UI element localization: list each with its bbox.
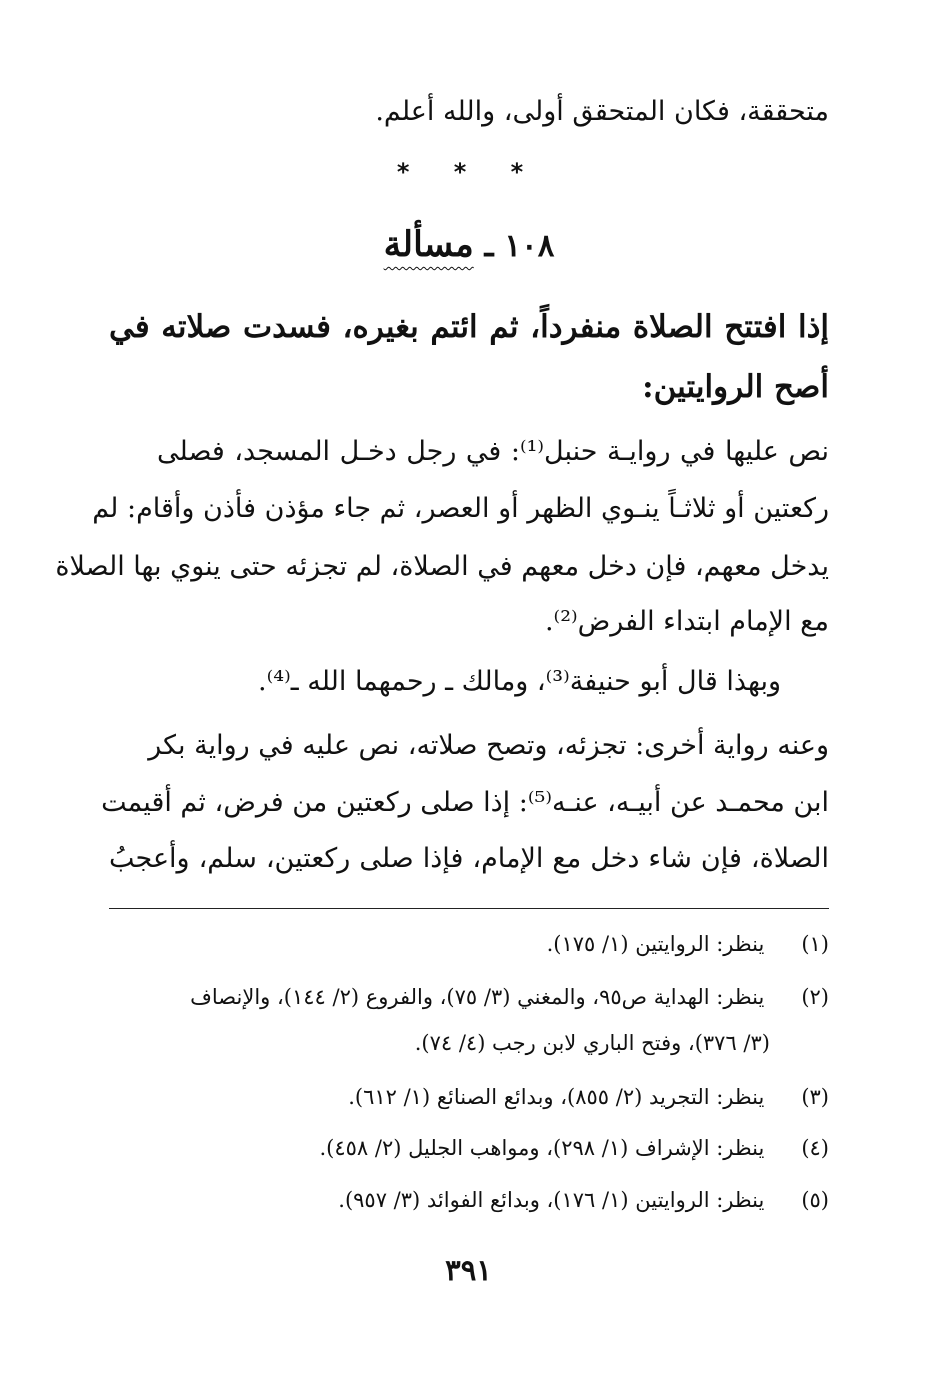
footnote-4 bbox=[109, 1128, 829, 1168]
body-text-line: يدخل معهم، فإن دخل معهم في الصلاة، لم تجزئه حتى ينوي بها الصلاة bbox=[55, 551, 829, 582]
footnote-text: ينظر: التجريد (٢/ ٨٥٥)، وبدائع الصنائع (١/ ٦١٢). bbox=[348, 1085, 765, 1109]
body-text-line: ابن محمـد عن أبيـه، عنـه⁽⁵⁾: إذا صلى ركعتين من فرض، ثم أقيمت bbox=[101, 787, 829, 818]
footnote-rule bbox=[109, 908, 829, 909]
footnote-number: (٢) bbox=[801, 985, 829, 1009]
question-line: أصح الروايتين: bbox=[642, 369, 829, 405]
footnote-text: ينظر: الهداية ص٩٥، والمغني (٣/ ٧٥)، والفروع (٢/ ١٤٤)، والإنصاف bbox=[190, 985, 765, 1009]
page-number: ٣٩١ bbox=[445, 1253, 492, 1287]
footnote-2-continuation: (٣/ ٣٧٦)، وفتح الباري لابن رجب (٤/ ٧٤). bbox=[414, 1031, 770, 1055]
body-text-line: مع الإمام ابتداء الفرض⁽²⁾. bbox=[544, 606, 829, 637]
footnote-text: ينظر: الروايتين (١/ ١٧٥). bbox=[546, 932, 765, 956]
continued-text-line: متحققة، فكان المتحقق أولى، والله أعلم. bbox=[375, 96, 829, 127]
body-text-line: وعنه رواية أخرى: تجزئه، وتصح صلاته، نص عليه في رواية بكر bbox=[148, 730, 829, 761]
footnote-3 bbox=[109, 1077, 829, 1117]
footnote-2 bbox=[109, 977, 829, 1017]
footnote-text: ينظر: الروايتين (١/ ١٧٦)، وبدائع الفوائد (٣/ ٩٥٧). bbox=[338, 1188, 765, 1212]
issue-title: مسألة bbox=[383, 224, 474, 265]
footnote-1 bbox=[109, 924, 829, 964]
body-text-line: نص عليها في روايـة حنبل⁽¹⁾: في رجل دخـل المسجد، فصلى bbox=[157, 436, 829, 467]
footnote-text: ينظر: الإشراف (١/ ٢٩٨)، ومواهب الجليل (٢/ ٤٥٨). bbox=[319, 1136, 765, 1160]
body-text-line: ركعتين أو ثلاثـاً ينـوي الظهر أو العصر، ثم جاء مؤذن فأذن وأقام: لم bbox=[92, 493, 829, 524]
footnote-number: (٣) bbox=[801, 1085, 829, 1109]
footnote-5 bbox=[109, 1180, 829, 1220]
issue-number: ١٠٨ ـ bbox=[484, 228, 555, 264]
footnote-number: (١) bbox=[801, 932, 829, 956]
body-text-line: الصلاة، فإن شاء دخل مع الإمام، فإذا صلى ركعتين، سلم، وأعجبُ bbox=[109, 843, 829, 874]
question-line: إذا افتتح الصلاة منفرداً، ثم ائتم بغيره، فسدت صلاته في bbox=[109, 309, 829, 345]
footnote-number: (٥) bbox=[801, 1188, 829, 1212]
section-separator: * * * bbox=[396, 158, 542, 186]
body-text-line: وبهذا قال أبو حنيفة⁽³⁾، ومالك ـ رحمهما الله ـ⁽⁴⁾. bbox=[258, 666, 781, 697]
footnote-number: (٤) bbox=[801, 1136, 829, 1160]
issue-heading bbox=[109, 220, 829, 271]
